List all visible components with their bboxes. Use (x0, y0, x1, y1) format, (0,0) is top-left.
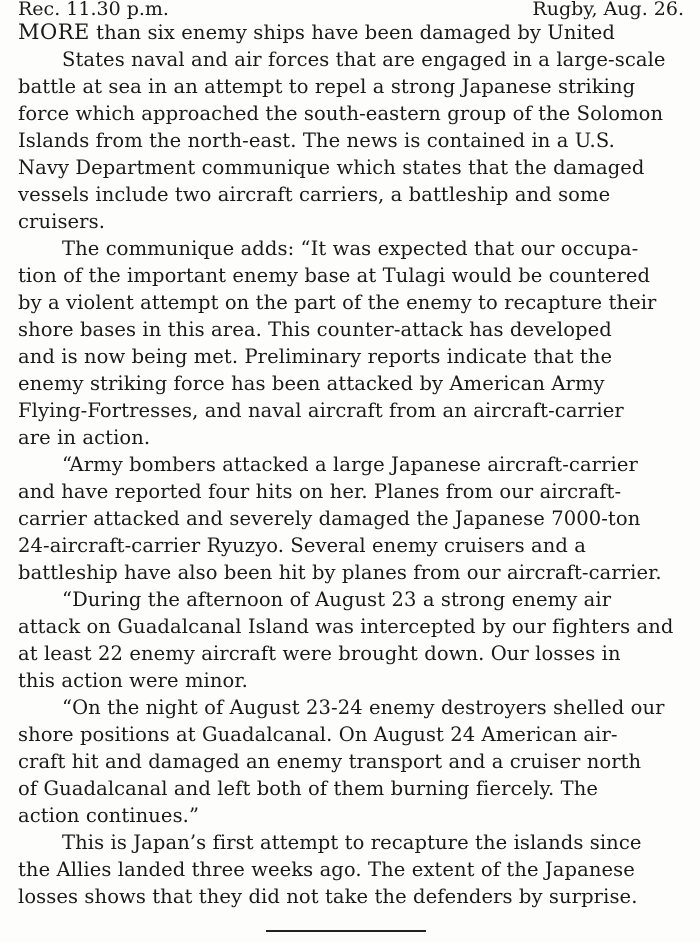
paragraph (18, 235, 682, 451)
text-line: force which approached the south-eastern group of the Solomon (18, 102, 664, 125)
text-line: “During the afternoon of August 23 a strong enemy air (62, 588, 612, 611)
text-line: “On the night of August 23-24 enemy destroyers shelled our (62, 696, 665, 719)
text-line: Flying-Fortresses, and naval aircraft from an aircraft-carrier (18, 399, 624, 422)
text-line: vessels include two aircraft carriers, a battleship and some (18, 183, 611, 206)
text-line: 24-aircraft-carrier Ryuzyo. Several enemy cruisers and a (18, 534, 586, 557)
text-line: tion of the important enemy base at Tulagi would be countered (18, 264, 651, 287)
text-line: shore bases in this area. This counter-attack has developed (18, 318, 612, 341)
place-date: Rugby, Aug. 26. (532, 0, 684, 20)
section-divider (266, 930, 426, 932)
text-line: “Army bombers attacked a large Japanese aircraft-carrier (62, 453, 638, 476)
text-line: States naval and air forces that are engaged in a large-scale (62, 48, 666, 71)
text-line: this action were minor. (18, 669, 248, 692)
paragraph (18, 694, 682, 829)
text-line: than six enemy ships have been damaged by United (89, 21, 615, 44)
paragraph (18, 451, 682, 586)
text-line: cruisers. (18, 210, 106, 233)
text-line: This is Japan’s first attempt to recapture the islands since (62, 831, 642, 854)
paragraph (18, 829, 682, 910)
text-line: action continues.” (18, 804, 200, 827)
text-line: The communique adds: “It was expected that our occupa- (62, 237, 639, 260)
lead-word: MORE (18, 20, 90, 44)
text-line: and have reported four hits on her. Planes from our aircraft- (18, 480, 622, 503)
text-line: battle at sea in an attempt to repel a strong Japanese striking (18, 75, 636, 98)
article-body (18, 19, 682, 910)
text-line: craft hit and damaged an enemy transport and a cruiser north (18, 750, 642, 773)
text-line: shore positions at Guadalcanal. On August 24 American air- (18, 723, 618, 746)
text-line: battleship have also been hit by planes from our aircraft-carrier. (18, 561, 662, 584)
text-line: enemy striking force has been attacked by American Army (18, 372, 605, 395)
text-line: attack on Guadalcanal Island was intercepted by our fighters and (18, 615, 674, 638)
text-line: carrier attacked and severely damaged the Japanese 7000-ton (18, 507, 641, 530)
received-time: Rec. 11.30 p.m. (18, 0, 169, 20)
paragraph (18, 586, 682, 694)
text-line: the Allies landed three weeks ago. The extent of the Japanese (18, 858, 635, 881)
paragraph (18, 19, 682, 235)
dateline (18, 0, 684, 21)
text-line: at least 22 enemy aircraft were brought down. Our losses in (18, 642, 621, 665)
text-line: of Guadalcanal and left both of them burning fiercely. The (18, 777, 599, 800)
text-line: Navy Department communique which states that the damaged (18, 156, 645, 179)
text-line: losses shows that they did not take the defenders by surprise. (18, 885, 638, 908)
text-line: and is now being met. Preliminary reports indicate that the (18, 345, 613, 368)
text-line: Islands from the north-east. The news is contained in a U.S. (18, 129, 615, 152)
text-line: are in action. (18, 426, 151, 449)
text-line: by a violent attempt on the part of the enemy to recapture their (18, 291, 657, 314)
